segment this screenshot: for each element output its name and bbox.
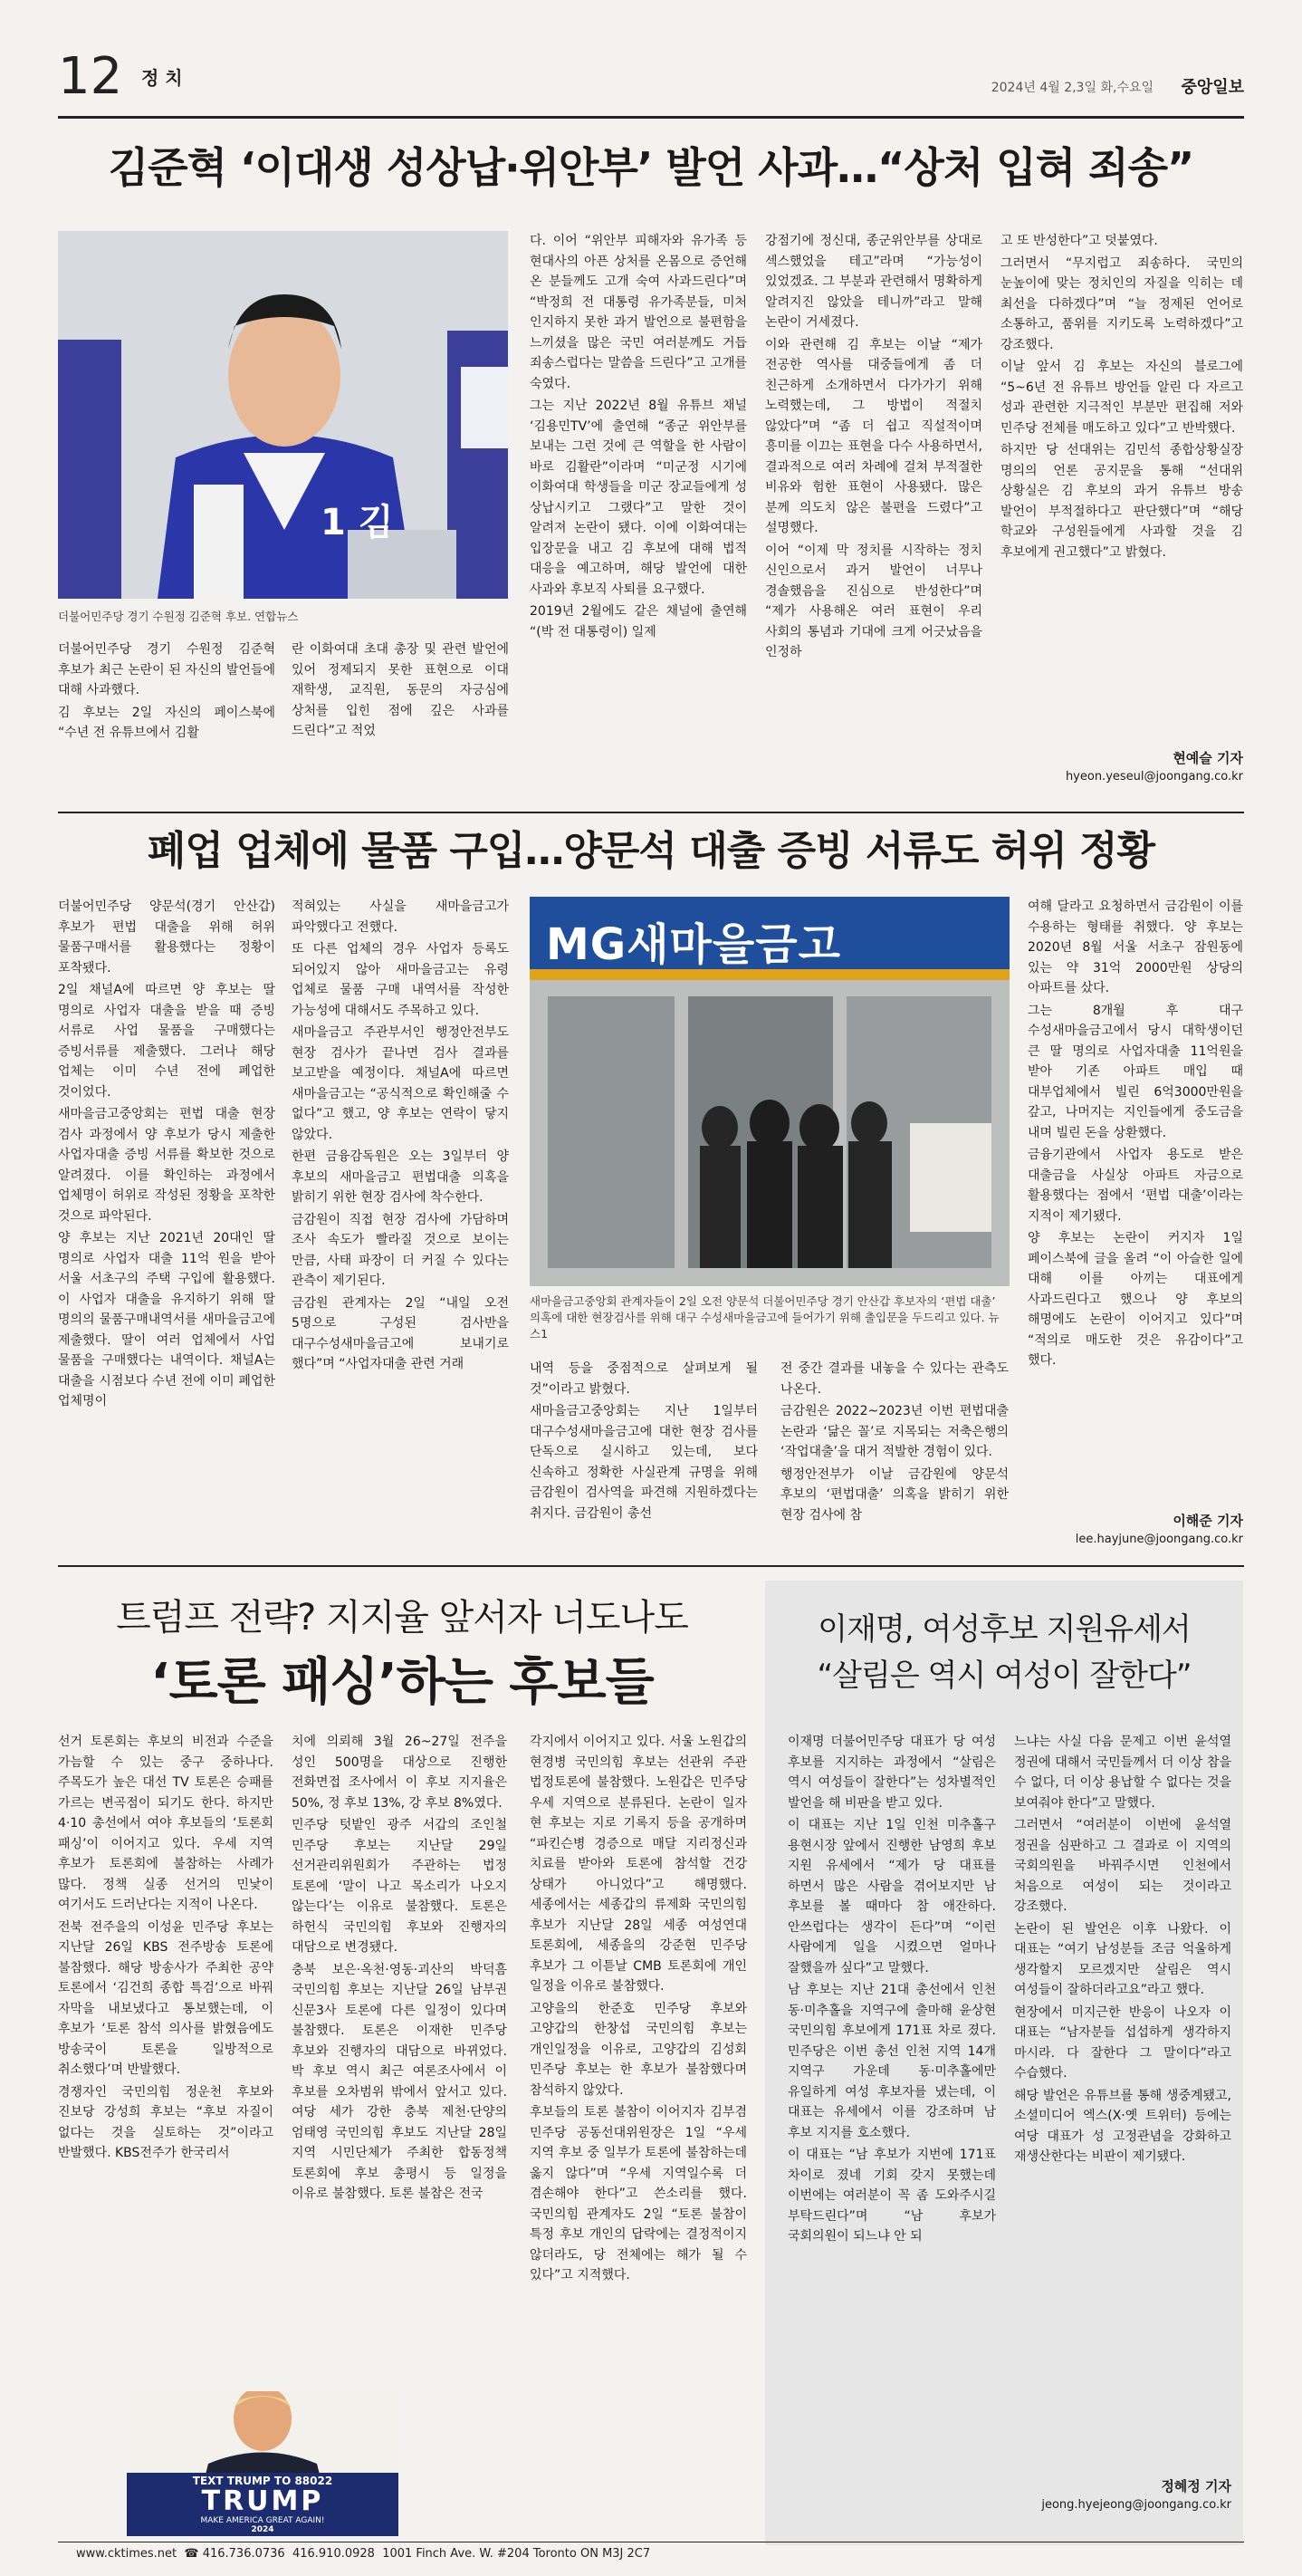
paragraph: 김 후보는 2일 자신의 페이스북에 “수년 전 유튜브에서 김활 (58, 705, 275, 740)
story2-email[interactable]: lee.hayjune@joongang.co.kr (1075, 1533, 1243, 1546)
paragraph: 다. 이어 “위안부 피해자와 유가족 등 현대사의 아픈 상처를 온몸으로 증언해 온 분들께도 고개 숙여 사과드린다”며 “박정희 전 대통령 유가족분들, 미처 인지하지 못한 과거 발언으로 불편함을 느끼셨을 많은 국민 여러분께도 거듭 죄송스럽다는 말씀을 드린다”고 고개를 숙였다. (530, 234, 747, 391)
story2-column-4 (780, 1359, 1009, 1558)
story2-column-3 (530, 1359, 758, 1558)
date-line: 2024년 4월 2,3일 화,수요일 (991, 81, 1154, 95)
paragraph: 이어 “이제 막 정치를 시작하는 정치 신인으로서 과거 발언이 너무나 경솔했음을 진심으로 반성한다”며 “제가 사용해온 여러 표현이 우리 사회의 통념과 기대에 크게 어긋났음을 인정하 (765, 543, 982, 659)
paragraph: 2일 채널A에 따르면 양 후보는 딸 명의로 사업자 대출을 받을 때 증빙 서류로 사업 물품을 구매했다는 증빙서류를 제출했다. 그러나 해당 업체는 이미 수년 전에 폐업한 것이었다. (58, 983, 275, 1100)
story3-headline-line2: ‘토론 패싱’하는 후보들 (150, 1653, 654, 1712)
story1-email[interactable]: hyeon.yeseul@joongang.co.kr (1065, 770, 1243, 783)
paragraph: 금감원은 2022~2023년 이번 편법대출 논란과 ‘닮은 꼴’로 지목되는 저축은행의 ‘작업대출’을 대거 적발한 경험이 있다. (780, 1404, 1009, 1459)
poster-text: TEXT TRUMP TO 88022 (192, 2475, 333, 2487)
paragraph: 양 후보는 논란이 커지자 1일 페이스북에 글을 올려 “이 아슬한 일에 대해 이를 아끼는 대표에게 사과드린다고 했으나 양 후보의 해명에도 논란이 이어지고 있다”며 “적의로 매도한 것은 유감이다”고 했다. (1028, 1231, 1243, 1368)
footer-info: www.cktimes.net ☎ 416.736.0736 416.910.0928 1001 Finch Ave. W. #204 Toronto ON M3J 2C7 (76, 2547, 651, 2561)
paragraph: 현장에서 미지근한 반응이 나오자 이 대표는 “남자분들 섭섭하게 생각하지 마시라. 다 잘한다 그 말이다”라고 수습했다. (1014, 2004, 1231, 2081)
paragraph: 해당 발언은 유튜브를 통해 생중계됐고, 소셜미디어 엑스(X·옛 트위터) 등에는 여당 대표가 성 고정관념을 강화하고 재생산한다는 비판이 제기됐다. (1014, 2088, 1231, 2164)
story2-photo-caption: 새마을금고중앙회 관계자들이 2일 오전 양문석 더불어민주당 경기 안산갑 후보자의 ‘편법 대출’ 의혹에 대한 현장검사를 위해 대구 수성새마을금고에 들어가기 위해 출입문을 두드리고 있다. 뉴스1 (530, 1294, 1000, 1341)
paragraph: 고양을의 한준호 민주당 후보와 고양갑의 한창섭 국민의힘 후보는 개인일정을 이유로, 고양갑의 김성회 민주당 후보는 한 후보가 불참했다며 참석하지 않았다. (530, 2001, 747, 2098)
paragraph: 전북 전주을의 이성윤 민주당 후보는 지난달 26일 KBS 전주방송 토론에 불참했다. 해당 방송사가 주최한 공약 토론에서 ‘김건희 종합 특검’으로 바꿔 자막을 내보냈다고 통보했는데, 이 후보가 ‘토론 참석 의사를 밝혔음에도 방송국이 토론을 일방적으로 취소했다’며 반발했다. (58, 1919, 273, 2077)
paragraph: 내역 등을 중점적으로 살펴보게 될 것”이라고 밝혔다. (530, 1361, 758, 1397)
paragraph: 고 또 반성한다”고 덧붙였다. (1000, 234, 1158, 248)
story2-column-1 (58, 897, 275, 1558)
speaker-illustration (58, 231, 508, 599)
paragraph: 각지에서 이어지고 있다. 서울 노원갑의 현경병 국민의힘 후보는 선관위 주관 법정토론에 불참했다. 노원갑은 민주당 우세 지역으로 분류된다. 논란이 일자 현 후보는 지로 기록지 등을 공개하며 “파킨슨병 경증으로 매달 지리정신과 치료를 받아와 토론에 참석할 건강 상태가 아니었다”고 해명했다. 세종에서는 세종갑의 류제화 국민의힘 후보가 지난달 28일 세종 여성연대 토론회에, 세종을의 강준현 민주당 후보가 그 이튿날 CMB 토론회에 개인 일정을 이유로 불참했다. (530, 1735, 747, 1994)
story2-photo (530, 897, 1010, 1286)
story3-photo (127, 2391, 398, 2536)
paragraph: 그러면서 “무지럽고 죄송하다. 국민의 눈높이에 맞는 정치인의 자질을 익히는 데 최선을 다하겠다”며 “늘 정제된 언어로 소통하고, 품위를 지키도록 노력하겠다”고 강조했다. (1000, 255, 1243, 352)
paragraph: 이 대표는 지난 1일 인천 미추홀구 용현시장 앞에서 진행한 남영희 후보 지원 유세에서 “제가 당 대표를 하면서 많은 사람을 겪어보지만 남 후보를 볼 때마다 참 애잔하다. 안쓰럽다는 생각이 든다”며 “이런 사람에게 일을 시켰으면 얼마나 잘했을까 싶다”고 말했다. (788, 1818, 996, 1975)
story2-column-5 (1028, 897, 1243, 1504)
paragraph: 남 후보는 지난 21대 총선에서 인천 동·미추홀을 지역구에 출마해 윤상현 국민의힘 후보에게 171표 차로 졌다. 민주당은 이번 총선 인천 지역 14개 지역구 가운데 동·미추홀에만 유일하게 여성 후보자를 냈는데, 이 대표는 유세에서 이를 강조하며 남 후보 지지를 호소했다. (788, 1983, 996, 2140)
poster-letter: 1 김 (321, 502, 394, 543)
paper-name: 중앙일보 (1181, 78, 1244, 97)
story1-column-1 (58, 639, 275, 803)
paragraph: 그러면서 “여러분이 이번에 윤석열 정권을 심판하고 그 결과로 이 지역의 국회의원을 바꿔주시면 인천에서 처음으로 여성이 되는 것이라고 강조했다. (1014, 1818, 1231, 1914)
paragraph: 적혀있는 사실을 새마을금고가 파악했다고 전했다. (292, 899, 509, 935)
section-divider (58, 1565, 1244, 1567)
story1-column-3 (530, 231, 747, 802)
story2-headline: 폐업 업체에 물품 구입…양문석 대출 증빙 서류도 허위 정황 (147, 828, 1155, 874)
paragraph: 금융기관에서 사업자 용도로 받은 대출금을 사실상 아파트 자금으로 활용했다는 점에서 ‘편법 대출’이라는 지적이 제기됐다. (1028, 1148, 1243, 1224)
paragraph: 새마을금고중앙회는 지난 1일부터 대구수성새마을금고에 대한 현장 검사를 단독으로 실시하고 있는데, 보다 신속하고 정확한 사실관계 규명을 위해 금감원이 검사역을 파견해 지원하겠다는 취지다. 금감원이 총선 (530, 1404, 758, 1521)
page-header (58, 47, 1244, 114)
section-divider (58, 812, 1244, 813)
story4-column-1 (788, 1732, 996, 2529)
paragraph: 양 후보는 지난 2021년 20대인 딸 명의로 사업자 대출 11억 원을 받아 서울 서초구의 주택 구입에 활용했다. 이 사업자 대출을 유지하기 위해 딸 명의의 물품구매내역서를 새마을금고에 제출했다. 딸이 여러 업체에서 사업 물품을 구매했다는 내역이다. 채널A는 대출을 시점보다 수년 전에 이미 폐업한 업체명이 (58, 1231, 275, 1408)
story1-column-4 (765, 231, 982, 802)
bank-sign: MG새마을금고 (546, 919, 842, 970)
story2-byline: 이해준 기자 (1173, 1513, 1243, 1529)
paragraph: 새마을금고중앙회는 편법 대출 현장 검사 과정에서 양 후보가 당시 제출한 사업자대출 증빙 서류를 확보한 것으로 알려졌다. 이를 확인하는 과정에서 업체명이 허위로 작성된 정황을 포착한 것으로 파악된다. (58, 1107, 275, 1224)
header-rule (58, 116, 1244, 119)
story1-headline: 김준혁 ‘이대생 성상납·위안부’ 발언 사과…“상처 입혀 죄송” (108, 143, 1194, 192)
paragraph: 치에 의뢰해 3월 26~27일 전주을 성인 500명을 대상으로 진행한 전화면접 조사에서 이 후보 지지율은 50%, 정 후보 13%, 강 후보 8%였다. (292, 1735, 507, 1811)
story1-byline: 현예슬 기자 (1173, 750, 1243, 766)
paragraph: 경쟁자인 국민의힘 정운천 후보와 진보당 강성희 후보는 “후보 자질이 없다는 것을 실토하는 것”이라고 반발했다. KBS전주가 한국리서 (58, 2084, 273, 2160)
poster-year: 2024 (251, 2525, 274, 2534)
story3-column-3 (530, 1732, 747, 2520)
story4-headline-line1: 이재명, 여성후보 지원유세서 (818, 1611, 1191, 1648)
story4-email[interactable]: jeong.hyejeong@joongang.co.kr (1041, 2498, 1231, 2512)
paragraph: 논란이 된 발언은 이후 나왔다. 이 대표는 “여기 남성분들 조금 억울하게 생각할지 모르겠지만 살림은 역시 여성들이 잘하더라고요”라고 했다. (1014, 1921, 1231, 1997)
paragraph: 금감원 관계자는 2일 “내일 오전 5명으로 구성된 검사반을 대구수성새마을금고에 보내기로 했다”며 “사업자대출 관련 거래 (292, 1295, 509, 1371)
story1-photo-caption: 더불어민주당 경기 수원정 김준혁 후보. 연합뉴스 (58, 610, 299, 623)
paragraph: 선거 토론회는 후보의 비전과 수준을 가늠할 수 있는 중구 중하나다. 주목도가 높은 대선 TV 토론은 승패를 가르는 변곡점이 되기도 한다. 하지만 4·10 총선에서 여야 후보들의 ‘토론회 패싱’이 이어지고 있다. 우세 지역 후보가 토론회에 불참하는 사례가 많다. 정책 실종 선거의 민낯이 여기서도 드러난다는 지적이 나온다. (58, 1735, 273, 1912)
poster-brand: TRUMP (201, 2485, 324, 2517)
paragraph: 2019년 2월에도 같은 채널에 출연해 “(박 전 대통령이) 일제 (530, 604, 747, 639)
paragraph: 이재명 더불어민주당 대표가 당 여성 후보를 지지하는 과정에서 “살림은 역시 여성들이 잘한다”는 성차별적인 발언을 해 비판을 받고 있다. (788, 1735, 996, 1811)
paragraph: 후보들의 토론 불참이 이어지자 김부겸 민주당 공동선대위원장은 1일 “우세 지역 후보 중 일부가 토론에 불참하는데 옳지 않다”며 “우세 지역일수록 더 겸손해야 한다”고 쓴소리를 했다. 국민의힘 관계자도 2일 “토론 불참이 특정 후보 개인의 답락에는 결정적이지 않더라도, 당 전체에는 해가 될 수 있다”고 지적했다. (530, 2105, 747, 2283)
paragraph: 그는 8개월 후 대구 수성새마을금고에서 당시 대학생이던 큰 딸 명의로 사업자대출 11억원을 받아 기존 아파트 매입 때 대부업체에서 빌린 6억3000만원을 갚고, 나머지는 지인들에게 중도금을 내며 빌린 돈을 상환했다. (1028, 1003, 1243, 1140)
story1-column-5 (1000, 231, 1243, 802)
story2-column-2 (292, 897, 509, 1558)
paragraph: 그는 지난 2022년 8월 유튜브 채널 ‘김용민TV’에 출연해 “종군 위안부를 보내는 그런 것에 큰 역할을 한 사람이 바로 김활란”이라며 “미군정 시기에 이화여대 학생들을 미군 장교들에게 성 상납시키고 그랬다”고 말한 것이 알려져 논란이 됐다. 이에 이화여대는 입장문을 내고 김 후보에 대해 법적 대응을 예고하며, 해당 발언에 대한 사과와 후보직 사퇴를 요구했다. (530, 399, 747, 597)
paragraph: 느냐는 사실 다음 문제고 이번 윤석열 정권에 대해서 국민들께서 더 이상 참을 수 없다, 더 이상 용납할 수 없다는 것을 보여줘야 한다”고 말했다. (1014, 1735, 1231, 1811)
paragraph: 이날 앞서 김 후보는 자신의 블로그에 “5~6년 전 유튜브 방언들 알린 다 자르고 성과 관련한 지극적인 부분만 편집해 저와 민주당 전체를 매도하고 있다”고 반박했다. (1000, 360, 1243, 436)
story4-byline: 정혜정 기자 (1161, 2478, 1231, 2494)
paragraph: 이 대표는 “남 후보가 지번에 171표 차이로 졌네 기회 갖지 못했는데 이번에는 여러분이 꼭 좀 도와주시길 부탁드린다”며 “남 후보가 국회의원이 되느냐 안 되 (788, 2148, 996, 2244)
story3-headline-line1: 트럼프 전략? 지지율 앞서자 너도나도 (116, 1597, 688, 1639)
story3-column-1 (58, 1732, 273, 2393)
paragraph: 충북 보은·옥천·영동·괴산의 박덕흠 국민의힘 후보는 지난달 26일 남부권 신문3사 토론에 다른 일정이 있다며 불참했다. 토론은 이재한 민주당 후보와 진행자의 대담으로 바뀌었다. 박 후보 역시 최근 여론조사에서 이 후보를 오차범위 밖에서 앞서고 있다. 여당 세가 강한 충북 제천·단양의 엄태영 국민의힘 후보도 지난달 28일 지역 시민단체가 주최한 합동정책 토론회에 후보 총평시 등 일정을 이유로 불참했다. 토론 불참은 전국 (292, 1962, 507, 2201)
paragraph: 더불어민주당 양문석(경기 안산갑) 후보가 편법 대출을 위해 허위 물품구매서를 활용했다는 정황이 포착됐다. (58, 899, 275, 976)
paragraph: 전 중간 결과를 내놓을 수 있다는 관측도 나온다. (780, 1361, 1009, 1397)
paragraph: 또 다른 업체의 경우 사업자 등록도 되어있지 않아 새마을금고는 유령 업체로 물품 구매 내역서를 작성한 가능성에 대해서도 주목하고 있다. (292, 942, 509, 1018)
paragraph: 금감원이 직접 현장 검사에 가담하며 조사 속도가 빨라질 것으로 보이는 만큼, 사태 파장이 더 커질 수 있다는 관측이 제기된다. (292, 1212, 509, 1288)
paragraph: 하지만 당 선대위는 김민석 종합상황실장 명의의 언론 공지문을 통해 “선대위 상황실은 김 후보의 과거 유튜브 방송 발언이 부적절하다고 판단했다”며 “해당 학교와 구성원들에게 사과할 것을 김 후보에게 권고했다”고 밝혔다. (1000, 443, 1243, 560)
story1-column-2 (292, 639, 509, 803)
story1-photo (58, 231, 508, 599)
paragraph: 이와 관련해 김 후보는 이날 “제가 전공한 역사를 대중들에게 좀 더 친근하게 소개하면서 다가가기 위해 노력했는데, 그 방법이 적절치 않았다”며 “좀 더 쉽고 직설적이며 흥미를 이끄는 표현을 다수 사용하면서, 결과적으로 여러 차례에 걸쳐 부적절한 비유와 험한 표현이 사용됐다. 많은 분께 의도치 않은 불편을 드렸다”고 설명했다. (765, 337, 982, 535)
paragraph: 행정안전부가 이날 금감원에 양문석 후보의 ‘편법대출’ 의혹을 밝히기 위한 현장 검사에 참 (780, 1466, 1009, 1523)
section-label: 정 치 (141, 67, 183, 89)
page-number: 12 (58, 47, 123, 106)
story4-headline-line2: “살림은 역시 여성이 잘한다” (817, 1658, 1192, 1694)
paragraph: 민주당 텃밭인 광주 서갑의 조인철 민주당 후보는 지난달 29일 선거관리위원회가 주관하는 법정 토론에 ‘말이 나고 목소리가 나오지 않는다’는 이유로 불참했다. 토론은 하헌식 국민의힘 후보와 진행자의 대담으로 변경됐다. (292, 1818, 507, 1955)
paragraph: 더불어민주당 경기 수원정 김준혁 후보가 최근 논란이 된 자신의 발언들에 대해 사과했다. (58, 642, 275, 697)
paragraph: 란 이화여대 초대 총장 및 관련 발언에 있어 정제되지 못한 표현으로 이대 재학생, 교직원, 동문의 자긍심에 상처를 입힌 점에 깊은 사과를 드린다”고 적었 (292, 642, 509, 738)
paragraph: 새마을금고 주관부서인 행정안전부도 현장 검사가 끝나면 검사 결과를 보고받을 예정이다. 채널A에 따르면 새마을금고는 “공식적으로 확인해줄 수 없다”고 했고, 양 후보는 연락이 닿지 않았다. (292, 1025, 509, 1142)
paragraph: 강점기에 정신대, 종군위안부를 상대로 섹스했었을 테고”라며 “가능성이 있었겠죠. 그 부분과 관련해서 명확하게 알려지진 않았을 테니까”라고 말해 논란이 거세졌다. (765, 234, 982, 330)
poster-tag: MAKE AMERICA GREAT AGAIN! (200, 2516, 325, 2525)
story4-column-2 (1014, 1732, 1231, 2438)
paragraph: 여해 달라고 요청하면서 금감원이 이를 수용하는 형태를 취했다. 양 후보는 2020년 8월 서울 서초구 잠원동에 있는 약 31억 2000만원 상당의 아파트를 샀다. (1028, 899, 1243, 995)
paragraph: 한편 금융감독원은 오는 3일부터 양 후보의 새마을금고 편법대출 의혹을 밝히기 위한 현장 검사에 착수한다. (292, 1149, 509, 1205)
